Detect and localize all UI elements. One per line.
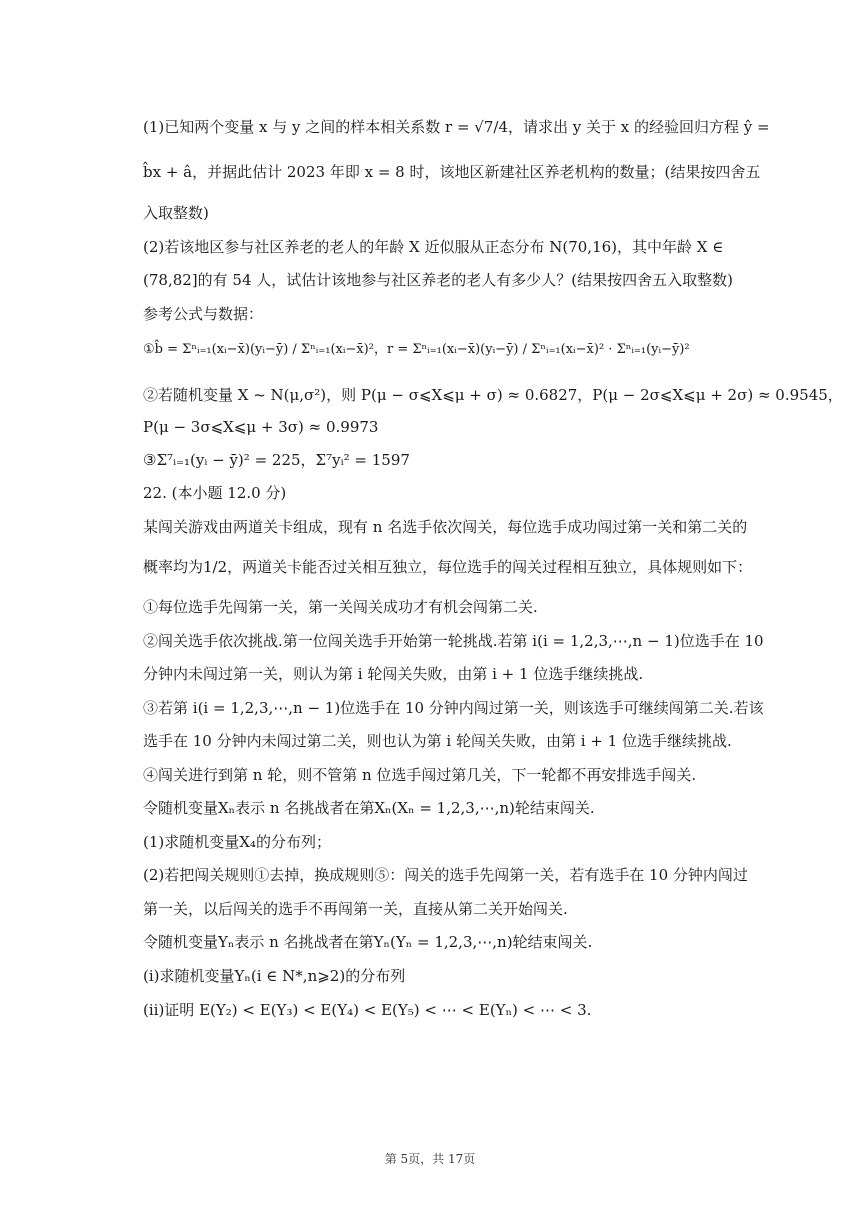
text-line: 参考公式与数据： [143, 305, 264, 323]
text-line: ②若随机变量 X ~ N(μ,σ²)，则 P(μ − σ⩽X⩽μ + σ) ≈ 0.6827，P(μ − 2σ⩽X⩽μ + 2σ) ≈ 0.9545， [143, 386, 843, 404]
text-line: (2)若该地区参与社区养老的老人的年龄 X 近似服从正态分布 N(70,16)，其中年龄 X ∈ [143, 238, 724, 256]
text-line: (78,82]的有 54 人，试估计该地参与社区养老的老人有多少人？(结果按四舍五入取整数) [143, 271, 733, 289]
text-line: 第一关，以后闯关的选手不再闯第一关，直接从第二关开始闯关. [143, 900, 568, 918]
text-line: (2)若把闯关规则①去掉，换成规则⑤：闯关的选手先闯第一关，若有选手在 10 分钟内闯过 [143, 866, 748, 884]
text-line: 入取整数) [143, 204, 209, 222]
text-line: 令随机变量Xₙ表示 n 名挑战者在第Xₙ(Xₙ = 1,2,3,⋯,n)轮结束闯关. [143, 799, 595, 817]
text-line: ③Σ⁷ᵢ₌₁(yᵢ − ȳ)² = 225，Σ⁷yᵢ² = 1597 [143, 451, 410, 469]
text-line: 某闯关游戏由两道关卡组成，现有 n 名选手依次闯关，每位选手成功闯过第一关和第二关的 [143, 518, 748, 536]
text-line: 选手在 10 分钟内未闯过第二关，则也认为第 i 轮闯关失败，由第 i + 1 位选手继续挑战. [143, 732, 732, 750]
formula-line: ①b̂ = Σⁿᵢ₌₁(xᵢ−x̄)(yᵢ−ȳ) / Σⁿᵢ₌₁(xᵢ−x̄)²，r = Σⁿᵢ₌₁(xᵢ−x̄)(yᵢ−ȳ) / Σⁿᵢ₌₁(xᵢ−x̄)² · Σⁿᵢ₌₁(yᵢ−ȳ)² [143, 342, 690, 357]
text-line: 令随机变量Yₙ表示 n 名挑战者在第Yₙ(Yₙ = 1,2,3,⋯,n)轮结束闯关. [143, 933, 593, 951]
text-line: ②闯关选手依次挑战.第一位闯关选手开始第一轮挑战.若第 i(i = 1,2,3,⋯,n − 1)位选手在 10 [143, 632, 764, 650]
text-line: P(μ − 3σ⩽X⩽μ + 3σ) ≈ 0.9973 [143, 418, 379, 436]
text-line: 分钟内未闯过第一关，则认为第 i 轮闯关失败，由第 i + 1 位选手继续挑战. [143, 665, 644, 683]
question-header: 22. (本小题 12.0 分) [143, 484, 287, 502]
page-footer: 第 5页，共 17页 [384, 1152, 476, 1166]
text-line: b̂x + â，并据此估计 2023 年即 x = 8 时，该地区新建社区养老机构的数量；(结果按四舍五 [143, 163, 761, 181]
text-line: (1)求随机变量X₄的分布列； [143, 833, 331, 851]
text-line: ①每位选手先闯第一关，第一关闯关成功才有机会闯第二关. [143, 598, 538, 616]
text-line: (ⅱ)证明 E(Y₂) < E(Y₃) < E(Y₄) < E(Y₅) < ⋯ < E(Yₙ) < ⋯ < 3. [143, 1001, 592, 1019]
text-line: 概率均为1/2，两道关卡能否过关相互独立，每位选手的闯关过程相互独立，具体规则如下： [143, 558, 753, 576]
text-line: ④闯关进行到第 n 轮，则不管第 n 位选手闯过第几关，下一轮都不再安排选手闯关. [143, 766, 697, 784]
text-line: (1)已知两个变量 x 与 y 之间的样本相关系数 r = √7/4，请求出 y 关于 x 的经验回归方程 ŷ = [143, 118, 770, 136]
text-line: ③若第 i(i = 1,2,3,⋯,n − 1)位选手在 10 分钟内闯过第一关，则该选手可继续闯第二关.若该 [143, 699, 764, 717]
text-line: (ⅰ)求随机变量Yₙ(i ∈ N*,n⩾2)的分布列 [143, 967, 406, 985]
